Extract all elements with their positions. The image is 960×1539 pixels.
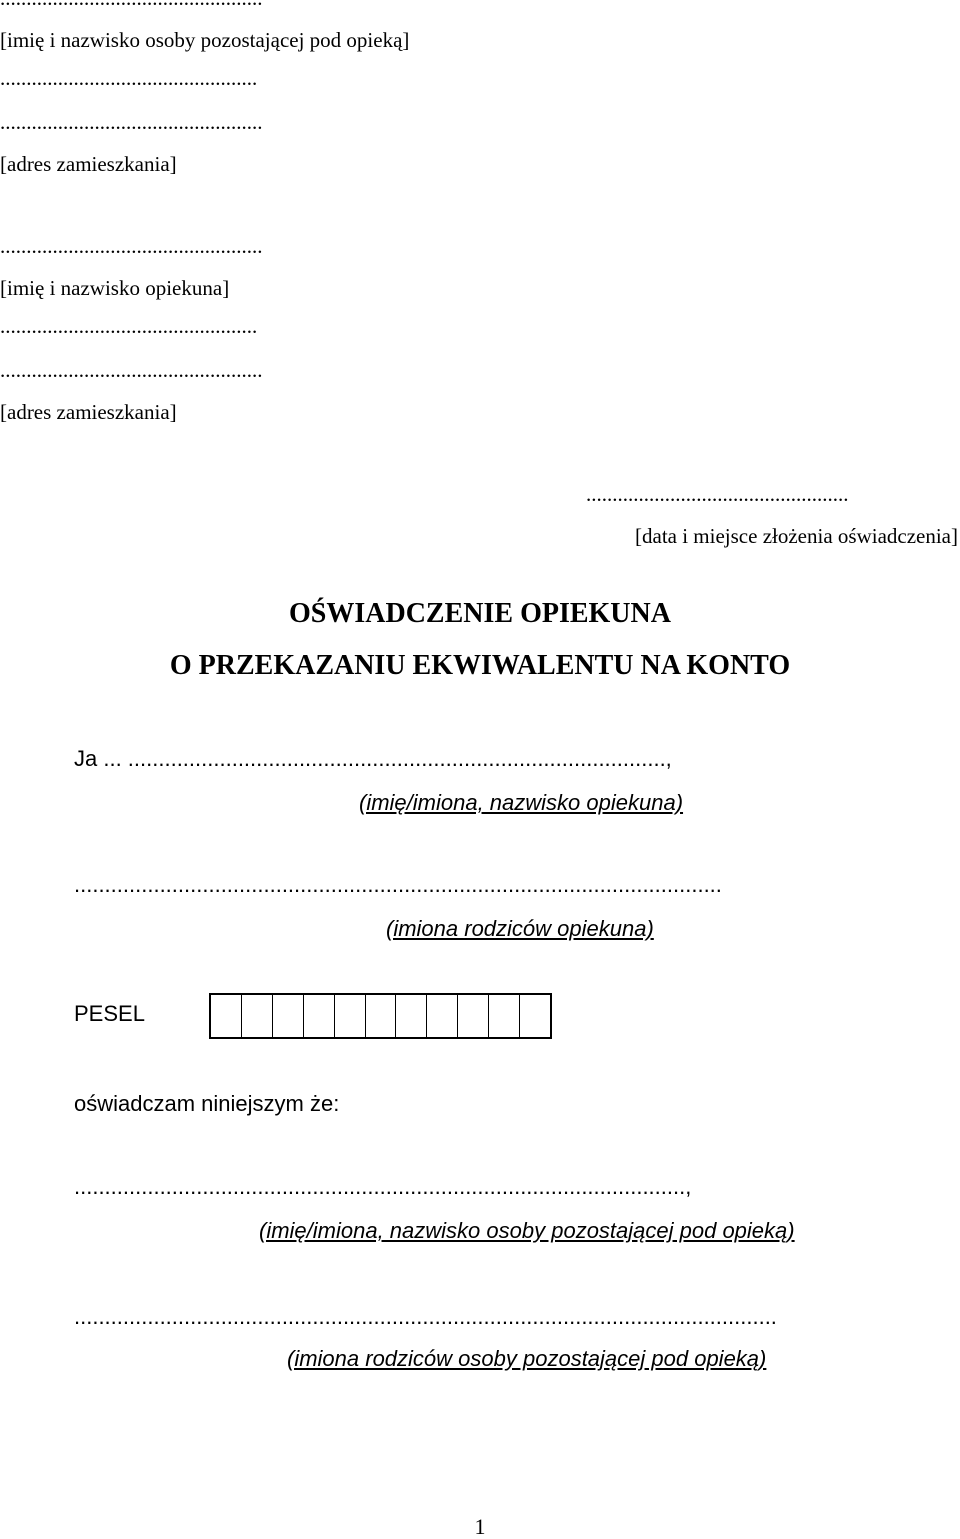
pesel-label: PESEL xyxy=(74,1001,145,1026)
guardian-name-label: [imię i nazwisko opiekuna] xyxy=(0,276,230,300)
pesel-digit-box[interactable] xyxy=(366,995,397,1037)
ward-address-dots-2: .................................................. xyxy=(0,112,263,133)
pesel-digit-box[interactable] xyxy=(273,995,304,1037)
guardian-name-line: Ja ... ........................................................................................, xyxy=(74,748,672,770)
ward-parents-dots: ................................................................................................................... xyxy=(74,1306,777,1328)
pesel-digit-box[interactable] xyxy=(335,995,366,1037)
guardian-address-label: [adres zamieszkania] xyxy=(0,400,177,424)
ward-name-caption: (imię/imiona, nazwisko osoby pozostającej pod opieką) xyxy=(259,1218,795,1243)
pesel-digit-box[interactable] xyxy=(304,995,335,1037)
guardian-parents-dots: .......................................................................................................... xyxy=(74,874,722,896)
date-place-label: [data i miejsce złożenia oświadczenia] xyxy=(635,524,958,548)
ward-address-dots-1: ................................................. xyxy=(0,68,258,89)
pesel-digit-box[interactable] xyxy=(396,995,427,1037)
pesel-digit-box[interactable] xyxy=(211,995,242,1037)
guardian-name-caption: (imię/imiona, nazwisko opiekuna) xyxy=(359,790,684,815)
page-number: 1 xyxy=(474,1514,486,1539)
document-subtitle: O PRZEKAZANIU EKWIWALENTU NA KONTO xyxy=(169,650,791,681)
pesel-digit-box[interactable] xyxy=(489,995,520,1037)
ward-name-line: ...................................................................................................., xyxy=(74,1176,692,1198)
ward-name-label: [imię i nazwisko osoby pozostającej pod opieką] xyxy=(0,28,410,52)
guardian-parents-caption: (imiona rodziców opiekuna) xyxy=(386,916,654,941)
pesel-digit-box[interactable] xyxy=(520,995,550,1037)
ward-address-label: [adres zamieszkania] xyxy=(0,152,177,176)
pesel-digit-box[interactable] xyxy=(427,995,458,1037)
guardian-address-dots-2: .................................................. xyxy=(0,360,263,381)
ward-parents-caption: (imiona rodziców osoby pozostającej pod opieką) xyxy=(287,1346,767,1371)
pesel-digit-box[interactable] xyxy=(242,995,273,1037)
document-title: OŚWIADCZENIE OPIEKUNA xyxy=(289,598,671,629)
declaration-text: oświadczam niniejszym że: xyxy=(74,1091,340,1116)
ward-name-dots xyxy=(0,0,374,9)
guardian-address-dots-1: ................................................. xyxy=(0,316,258,337)
guardian-name-dots: .................................................. xyxy=(0,236,263,257)
pesel-digit-box[interactable] xyxy=(458,995,489,1037)
date-place-dots: .................................................. xyxy=(586,484,849,505)
pesel-input-boxes[interactable] xyxy=(209,993,552,1039)
